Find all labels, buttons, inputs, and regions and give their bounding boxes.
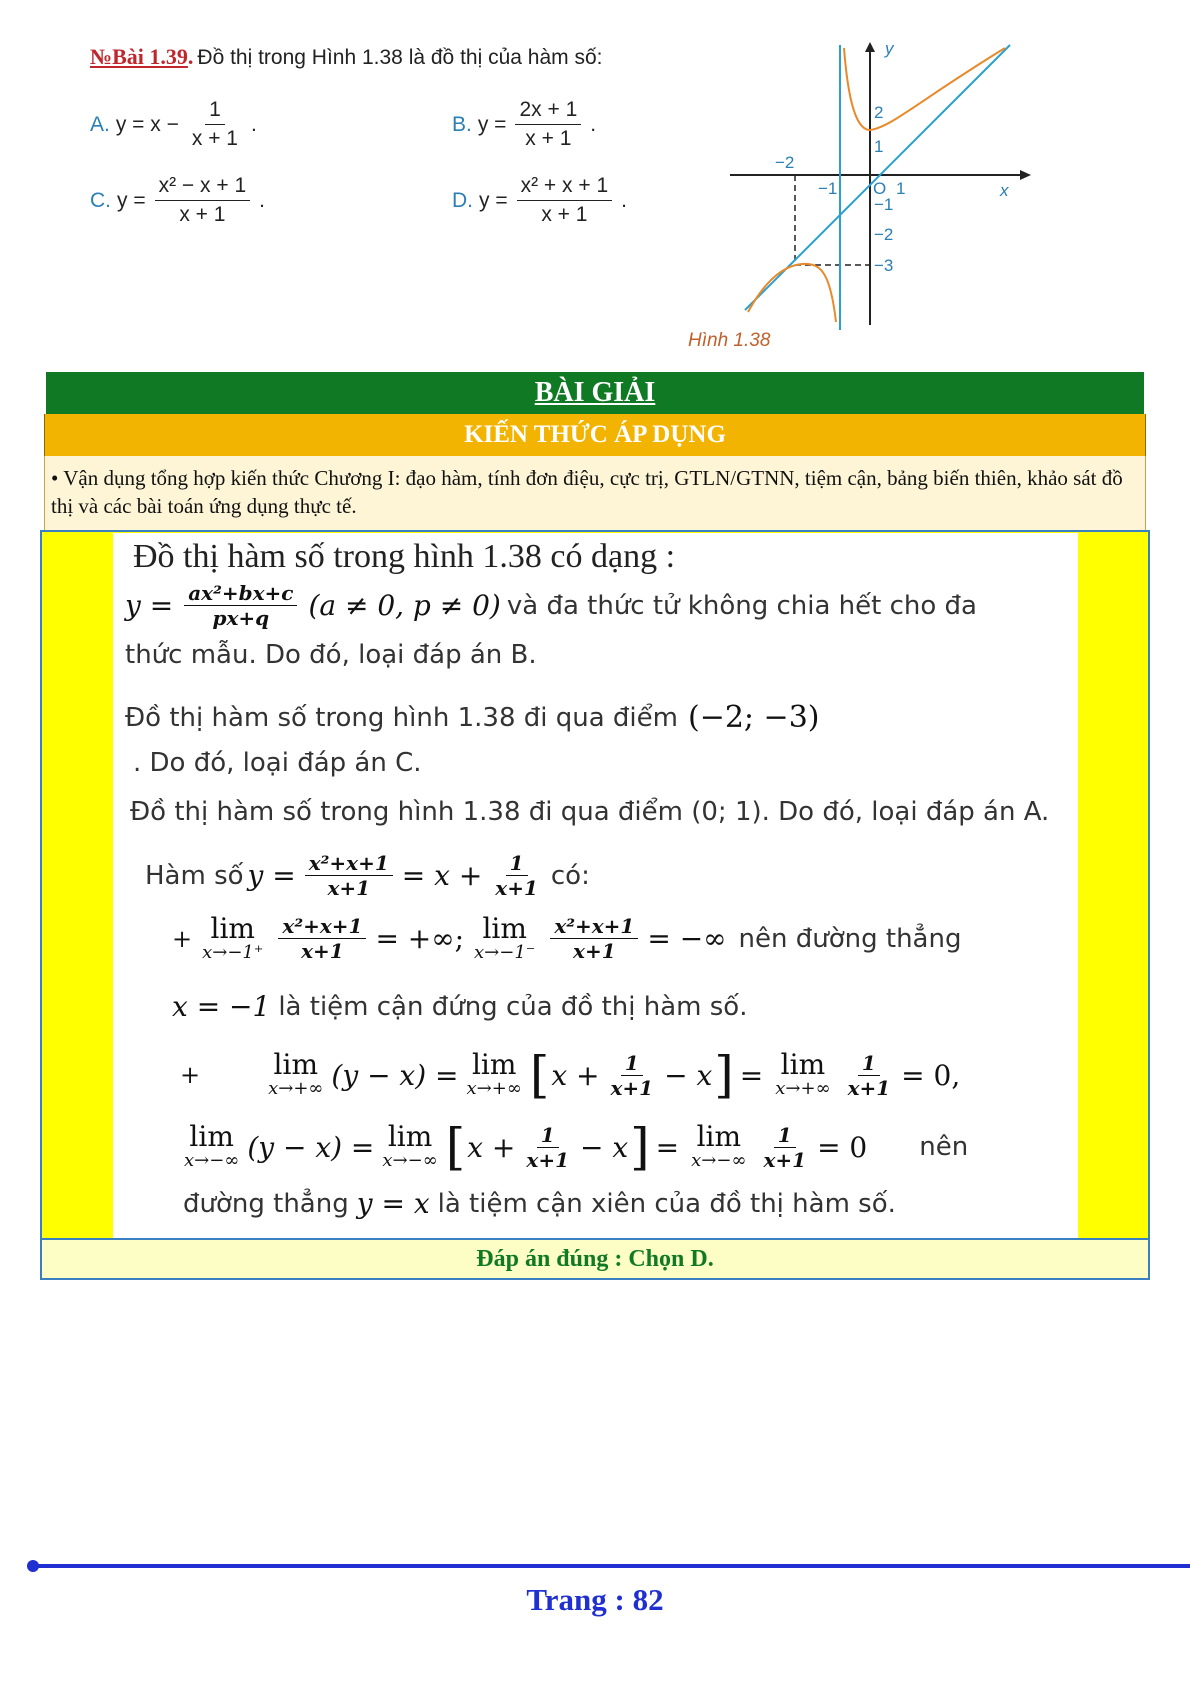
duong-thang-label: đường thẳng bbox=[183, 1188, 349, 1219]
limit-right bbox=[202, 912, 264, 963]
limit-neg-inf: = −∞ bbox=[647, 922, 727, 956]
figure-caption: Hình 1.38 bbox=[688, 330, 771, 351]
option-numerator: 2x + 1 bbox=[515, 98, 581, 125]
limit-neg-infinity bbox=[184, 1120, 240, 1172]
tick-y-2: 2 bbox=[874, 103, 884, 122]
option-b bbox=[452, 98, 596, 151]
solution-form-line bbox=[125, 582, 977, 629]
inner-fraction bbox=[607, 1052, 658, 1099]
limit-pos-infinity bbox=[775, 1048, 831, 1100]
option-a bbox=[90, 98, 257, 151]
final-fraction bbox=[759, 1124, 810, 1171]
option-lhs: y = x − bbox=[115, 112, 179, 136]
lim-subscript: x→−∞ bbox=[382, 1150, 438, 1172]
point-text: Đồ thị hàm số trong hình 1.38 đi qua điểm bbox=[125, 702, 678, 733]
lim-subscript: x→−1⁻ bbox=[474, 942, 536, 963]
tick-y-minus-3: −3 bbox=[874, 256, 894, 275]
option-tail: . bbox=[251, 112, 257, 136]
left-branch-curve bbox=[748, 264, 836, 322]
bullet-plus: + bbox=[180, 1061, 201, 1089]
ham-so-label: Hàm số bbox=[145, 860, 244, 891]
answer-bar: Đáp án đúng : Chọn D. bbox=[40, 1240, 1150, 1280]
inner-denominator: x+1 bbox=[610, 1075, 654, 1100]
left-bracket: [ bbox=[529, 1046, 550, 1104]
form-condition: (a ≠ 0, p ≠ 0) bbox=[308, 589, 501, 622]
option-denominator: x + 1 bbox=[541, 203, 588, 227]
right-branch-curve bbox=[844, 48, 1005, 130]
lim-word: lim bbox=[780, 1048, 826, 1082]
problem-block bbox=[90, 40, 1090, 360]
option-denominator: x + 1 bbox=[525, 127, 572, 151]
axis-y-label: y bbox=[885, 40, 894, 58]
page-number: Trang : 82 bbox=[526, 1582, 664, 1617]
function-graph bbox=[720, 40, 1090, 360]
function-y: y = bbox=[247, 859, 296, 892]
option-letter: B. bbox=[452, 112, 472, 136]
problem-heading bbox=[90, 44, 602, 70]
lim-subscript: x→−∞ bbox=[184, 1150, 240, 1172]
form-denominator: px+q bbox=[212, 606, 270, 630]
inner-fraction bbox=[522, 1124, 573, 1171]
lim-word: lim bbox=[210, 912, 255, 945]
limit-pos-infinity bbox=[466, 1048, 522, 1100]
inner-denominator: x+1 bbox=[526, 1147, 569, 1172]
limit-fraction bbox=[550, 915, 638, 962]
x-eq-minus-1: x = −1 bbox=[172, 990, 271, 1023]
solution-function-line bbox=[145, 852, 590, 899]
option-lhs: y = bbox=[479, 188, 508, 212]
solution-point2-line: Đồ thị hàm số trong hình 1.38 đi qua điểm (0; 1). Do đó, loại đáp án A. bbox=[130, 797, 1050, 827]
option-lhs: y = bbox=[117, 188, 146, 212]
footer-divider bbox=[26, 1560, 1190, 1572]
form-fraction bbox=[184, 582, 297, 629]
function-remainder-fraction bbox=[491, 852, 542, 899]
option-denominator: x + 1 bbox=[179, 203, 226, 227]
inner-numerator: 1 bbox=[537, 1124, 559, 1148]
footer-rule bbox=[33, 1564, 1190, 1568]
limit-left bbox=[474, 912, 536, 963]
option-fraction bbox=[515, 98, 581, 151]
equals: = bbox=[655, 1130, 680, 1164]
function-denominator: x+1 bbox=[327, 876, 371, 900]
option-numerator: x² − x + 1 bbox=[155, 174, 251, 201]
lim-denominator: x+1 bbox=[301, 939, 344, 964]
option-numerator: x² + x + 1 bbox=[517, 174, 613, 201]
solution-point-line bbox=[125, 700, 819, 735]
option-letter: A. bbox=[90, 112, 110, 136]
solution-form-text-2: thức mẫu. Do đó, loại đáp án B. bbox=[125, 640, 537, 670]
lim-subscript: x→−1⁺ bbox=[202, 942, 264, 963]
final-denominator: x+1 bbox=[763, 1147, 807, 1172]
option-lhs: y = bbox=[477, 112, 507, 136]
lim-word: lim bbox=[189, 1120, 234, 1154]
lim-subscript: x→−∞ bbox=[691, 1150, 747, 1172]
tick-y-minus-2: −2 bbox=[874, 225, 894, 244]
option-fraction bbox=[517, 174, 613, 227]
lim-word: lim bbox=[696, 1120, 742, 1154]
option-c bbox=[90, 174, 265, 227]
function-numerator: x²+x+1 bbox=[305, 852, 393, 876]
axis-x-label: x bbox=[1000, 181, 1009, 200]
lim-subscript: x→+∞ bbox=[775, 1078, 831, 1100]
knowledge-header: KIẾN THỨC ÁP DỤNG bbox=[44, 414, 1146, 456]
option-numerator: 1 bbox=[205, 98, 225, 125]
minus-x: − x bbox=[580, 1130, 629, 1164]
option-fraction bbox=[188, 98, 242, 151]
remainder-numerator: 1 bbox=[506, 852, 528, 876]
option-letter: D. bbox=[452, 188, 473, 212]
lim-numerator: x²+x+1 bbox=[550, 915, 638, 939]
limit-pos-inf: = +∞; bbox=[375, 922, 465, 956]
remainder-denominator: x+1 bbox=[495, 876, 538, 900]
function-fraction bbox=[305, 852, 393, 899]
option-letter: C. bbox=[90, 188, 111, 212]
minus-x: − x bbox=[664, 1058, 713, 1092]
option-fraction bbox=[155, 174, 251, 227]
y-minus-x: (y − x) = bbox=[247, 1130, 375, 1164]
form-numerator: ax²+bx+c bbox=[184, 582, 297, 606]
solution-point-text-2: . Do đó, loại đáp án C. bbox=[133, 748, 422, 778]
lim-word: lim bbox=[471, 1048, 517, 1082]
oblique-asymptote-conclusion bbox=[183, 1187, 896, 1220]
final-denominator: x+1 bbox=[847, 1075, 891, 1100]
function-rewrite: = x + bbox=[401, 859, 483, 892]
lim-numerator: x²+x+1 bbox=[278, 915, 366, 939]
y-axis-arrow-icon bbox=[865, 42, 875, 52]
lim-word: lim bbox=[273, 1048, 318, 1082]
problem-number: №Bài 1.39 bbox=[90, 44, 188, 69]
tick-x-minus-2: −2 bbox=[775, 153, 795, 172]
lim-denominator: x+1 bbox=[573, 939, 616, 964]
solution-title: Đồ thị hàm số trong hình 1.38 có dạng : bbox=[133, 538, 676, 575]
vertical-asymptote-conclusion bbox=[172, 990, 747, 1023]
x-plus: x + bbox=[551, 1058, 600, 1092]
knowledge-body: • Vận dụng tổng hợp kiến thức Chương I: đạo hàm, tính đơn điệu, cực trị, GTLN/GTNN, tiệm cận, bảng biến thiên, khảo sát đồ thị và các bài toán ứng dụng thực tế. bbox=[44, 456, 1146, 535]
point-value: (−2; −3) bbox=[687, 700, 820, 735]
final-numerator: 1 bbox=[858, 1052, 880, 1076]
limit-neg-infinity bbox=[691, 1120, 747, 1172]
vertical-limit-line bbox=[172, 912, 962, 964]
y-minus-x: (y − x) = bbox=[331, 1058, 459, 1092]
tick-x-1: 1 bbox=[896, 179, 906, 198]
right-bracket: ] bbox=[630, 1118, 650, 1176]
lim-subscript: x→+∞ bbox=[268, 1078, 324, 1100]
oblique-limit-line-1 bbox=[180, 1046, 961, 1104]
final-numerator: 1 bbox=[774, 1124, 796, 1148]
limit-pos-infinity bbox=[268, 1048, 324, 1100]
equals: = bbox=[739, 1058, 764, 1092]
lim-subscript: x→+∞ bbox=[466, 1078, 522, 1100]
tiem-can-dung-text: là tiệm cận đứng của đồ thị hàm số. bbox=[278, 991, 748, 1022]
option-tail: . bbox=[259, 188, 265, 212]
option-tail: . bbox=[621, 188, 627, 212]
limit-fraction bbox=[278, 915, 366, 962]
equals-zero-comma: = 0, bbox=[901, 1058, 961, 1092]
lim-word: lim bbox=[387, 1120, 433, 1154]
form-y: y = bbox=[125, 589, 174, 622]
origin-label: O bbox=[873, 179, 887, 198]
problem-statement: Đồ thị trong Hình 1.38 là đồ thị của hàm số: bbox=[197, 46, 603, 69]
tiem-can-xien-text: là tiệm cận xiên của đồ thị hàm số. bbox=[437, 1188, 896, 1219]
option-tail: . bbox=[590, 112, 597, 136]
final-fraction bbox=[844, 1052, 895, 1099]
equals-zero: = 0 bbox=[817, 1130, 868, 1164]
tick-y-minus-1: −1 bbox=[874, 195, 894, 214]
inner-numerator: 1 bbox=[621, 1052, 643, 1076]
option-d bbox=[452, 174, 627, 227]
bullet-plus: + bbox=[172, 924, 193, 953]
solution-header: BÀI GIẢI bbox=[46, 372, 1144, 414]
x-plus: x + bbox=[467, 1130, 516, 1164]
nen-label: nên bbox=[919, 1132, 969, 1162]
y-eq-x: y = x bbox=[356, 1187, 430, 1220]
limit-neg-infinity bbox=[382, 1120, 438, 1172]
form-text: và đa thức tử không chia hết cho đa bbox=[506, 590, 977, 621]
nen-duong-thang: nên đường thẳng bbox=[738, 923, 962, 954]
tick-x-minus-1: −1 bbox=[818, 179, 838, 198]
oblique-limit-line-2 bbox=[178, 1118, 969, 1176]
lim-word: lim bbox=[482, 912, 527, 945]
option-denominator: x + 1 bbox=[191, 127, 238, 151]
x-axis-arrow-icon bbox=[1020, 170, 1031, 180]
right-bracket: ] bbox=[714, 1046, 734, 1104]
tick-y-1: 1 bbox=[874, 137, 884, 156]
problem-number-dot: . bbox=[187, 44, 194, 69]
co-label: có: bbox=[550, 860, 590, 891]
left-bracket: [ bbox=[445, 1118, 466, 1176]
